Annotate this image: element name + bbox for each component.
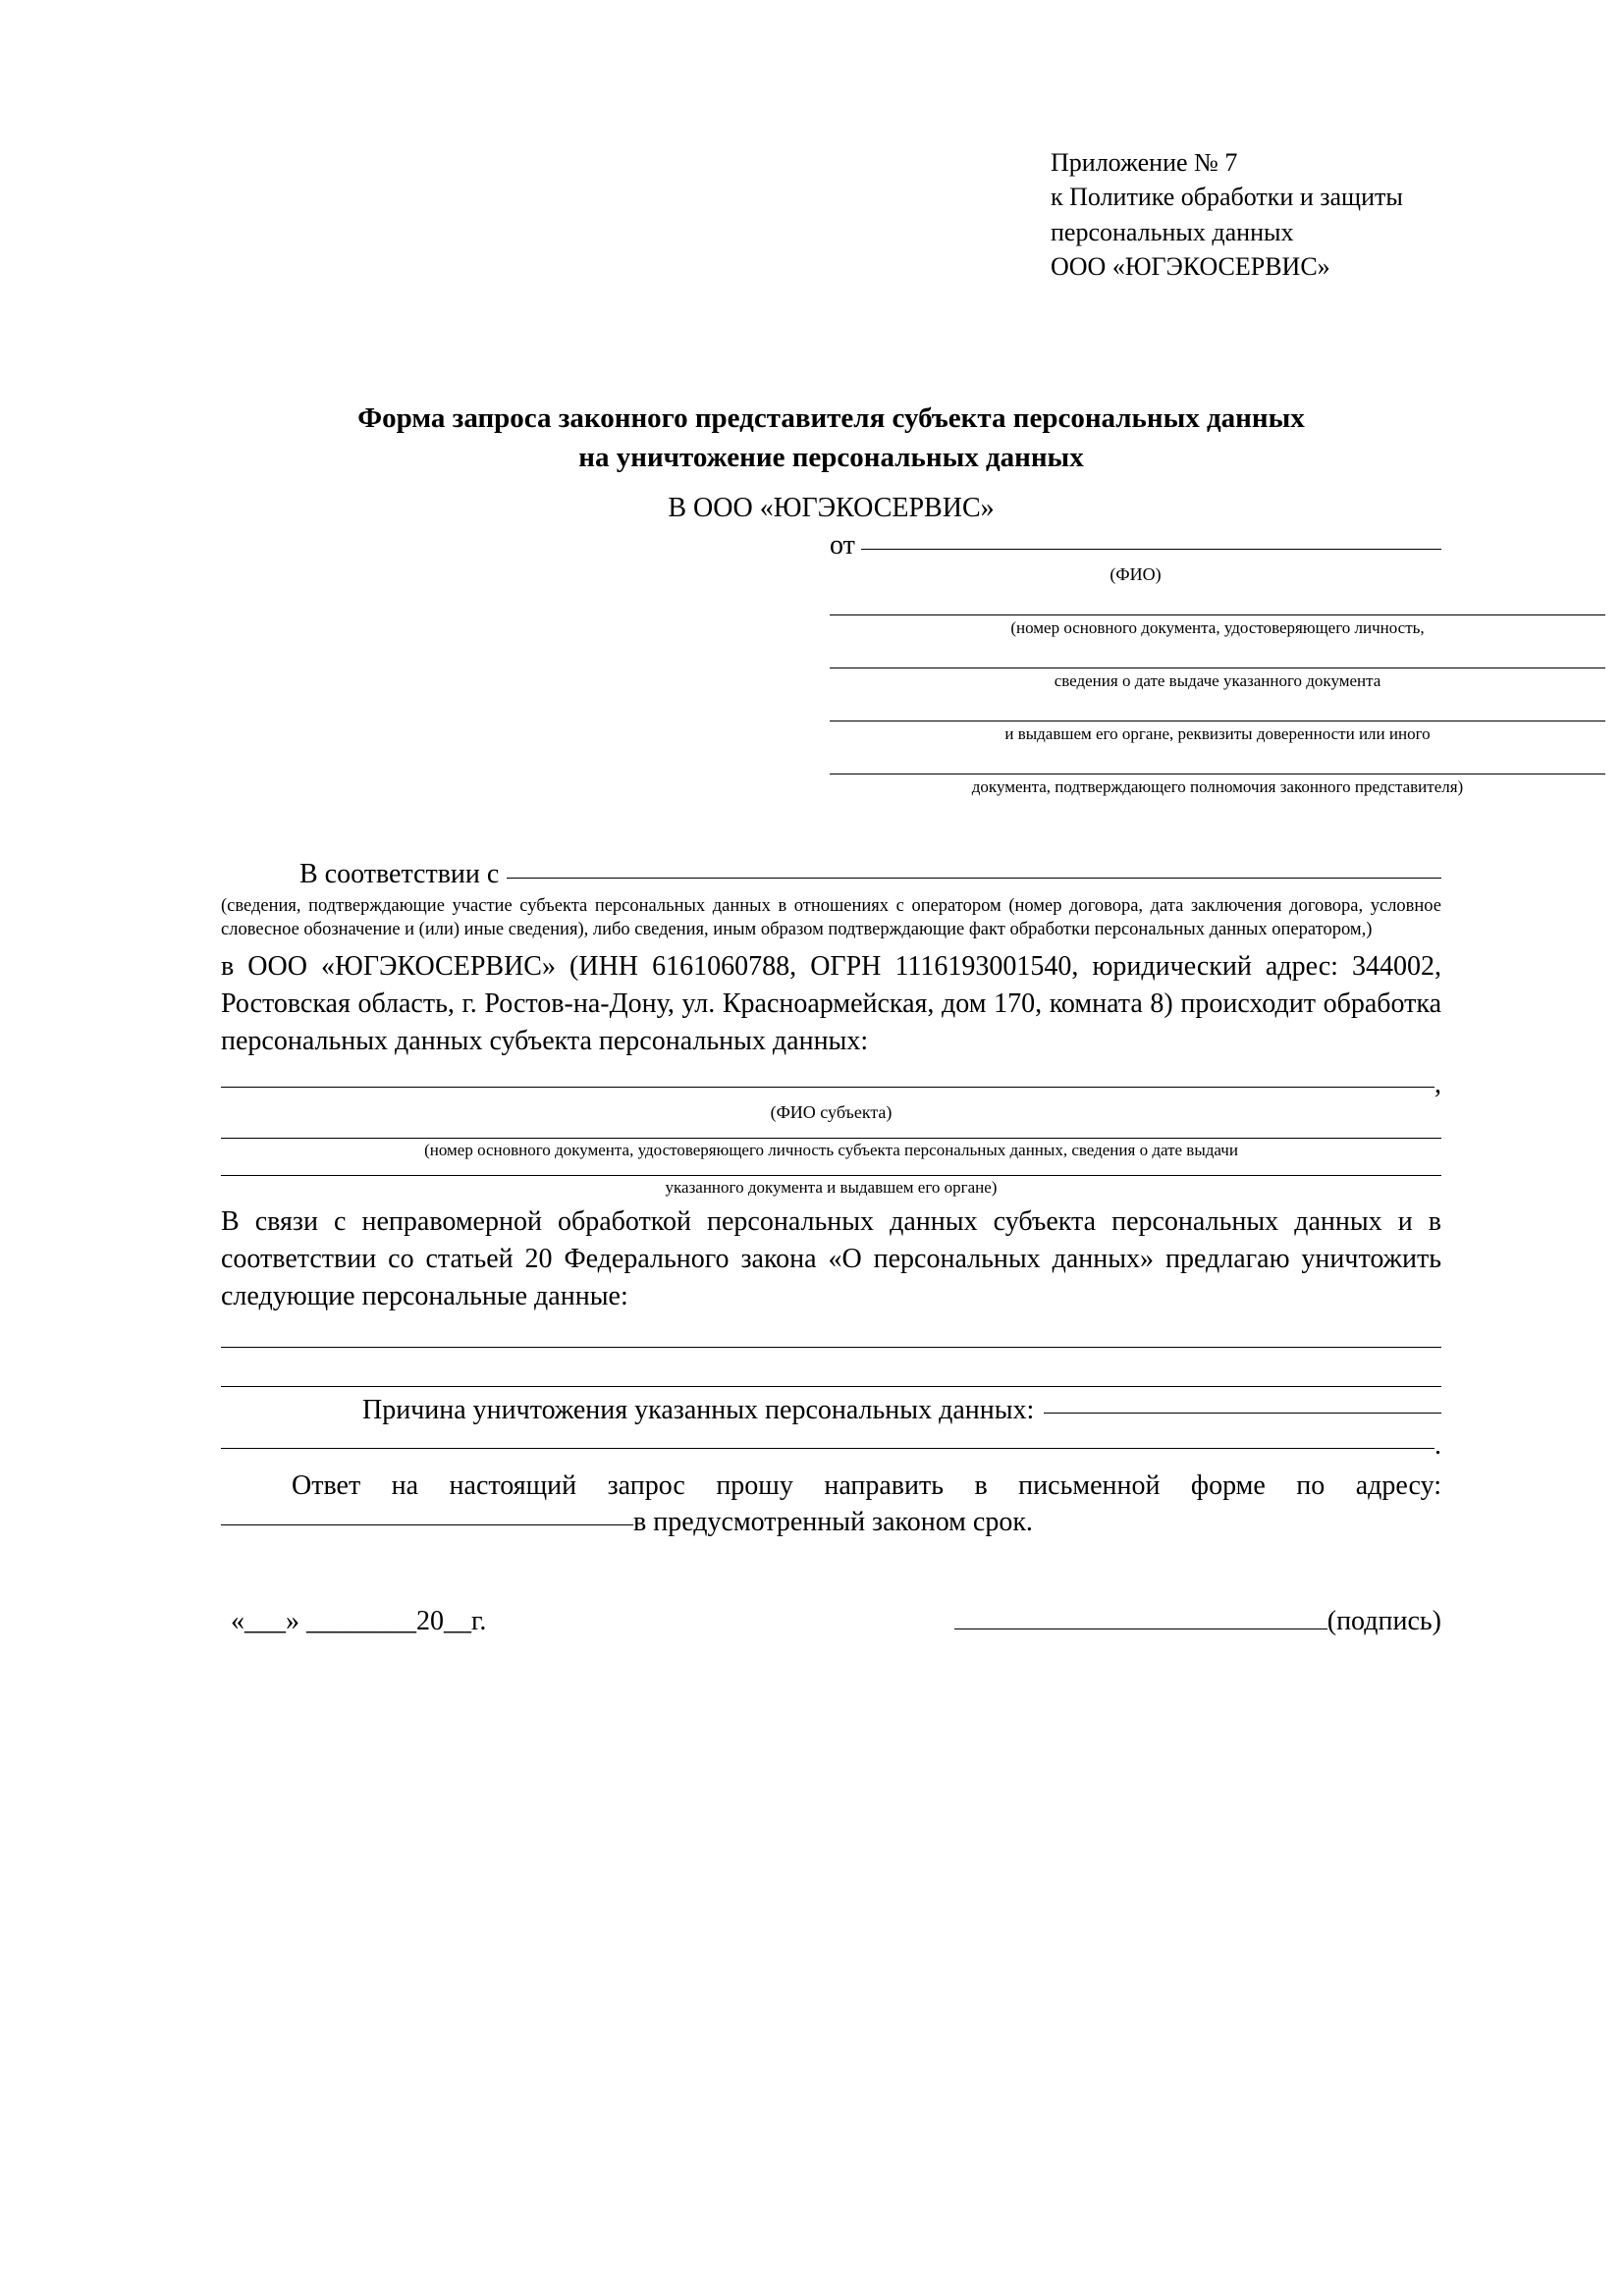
reason-period: . (1435, 1429, 1441, 1461)
answer-address-field[interactable] (221, 1523, 633, 1525)
signature-line[interactable] (954, 1603, 1327, 1629)
reason-field-1[interactable] (1044, 1412, 1441, 1414)
subject-doc-field-2[interactable] (221, 1174, 1441, 1176)
from-label: от (830, 529, 855, 561)
reason-label: Причина уничтожения указанных персональных данных: (362, 1394, 1035, 1425)
subject-doc-caption-1: (номер основного документа, удостоверяющего личность субъекта персональных данных, сведения о дате выдачи (424, 1140, 1238, 1159)
addressee-line: В ООО «ЮГЭКОСЕРВИС» (668, 492, 995, 523)
from-row (221, 530, 1441, 561)
reason-field-2[interactable] (221, 1447, 1435, 1449)
answer-text: Ответ на настоящий запрос прошу направить в письменной форме по адресу: (292, 1469, 1441, 1501)
subject-fio-caption: (ФИО субъекта) (770, 1101, 893, 1122)
in-accordance-label: В соответствии с (299, 858, 500, 889)
data-to-destroy-field-2[interactable] (221, 1385, 1441, 1387)
representative-doc-block (830, 585, 1605, 798)
doc-power-caption: документа, подтверждающего полномочия законного представителя) (971, 777, 1464, 797)
answer-address-row (221, 1507, 1441, 1538)
doc-organ-caption: и выдавшем его органе, реквизиты доверенности или иного (1004, 724, 1431, 744)
appendix-number: Приложение № 7 (1051, 148, 1238, 177)
organization-paragraph: в ООО «ЮГЭКОСЕРВИС» (ИНН 6161060788, ОГРН 1116193001540, юридический адрес: 344002, Ростовская область, г. Ростов-на-Дону, ул. Красноармейская, дом 170, комната 8) происходит обработка персональных данных субъекта персональных данных: (221, 950, 1441, 1057)
appendix-header (1051, 145, 1441, 284)
reason-row-2 (221, 1430, 1441, 1462)
signature-label: (подпись) (1326, 1606, 1441, 1637)
date-field[interactable]: «___» ________20__г. (231, 1606, 487, 1637)
answer-paragraph (221, 1468, 1441, 1505)
appendix-organization: ООО «ЮГЭКОСЕРВИС» (1051, 252, 1330, 282)
signature-row (221, 1603, 1441, 1637)
doc-date-field[interactable] (830, 638, 1605, 668)
answer-address-tail: в предусмотренный законом срок. (633, 1507, 1033, 1538)
doc-power-field[interactable] (830, 744, 1605, 774)
subject-fio-comma: , (1435, 1068, 1441, 1099)
in-accordance-row (221, 859, 1441, 890)
doc-organ-field[interactable] (830, 691, 1605, 721)
in-accordance-fineprint: (сведения, подтверждающие участие субъекта персональных данных в отношениях с оператором (номер договора, дата заключения договора, условное словесное обозначение и (или) иные сведения), либо сведения, иным образом подтверждающие факт обработки персональных данных оператором,) (221, 895, 1441, 940)
appendix-policy-line-2: персональных данных (1051, 217, 1294, 246)
doc-number-field[interactable] (830, 585, 1605, 615)
request-paragraph: В связи с неправомерной обработкой персональных данных субъекта персональных данных и в соответствии со статьей 20 Федерального закона «О персональных данных» предлагаю уничтожить следующие персональные данные: (221, 1205, 1441, 1312)
reason-row (221, 1395, 1441, 1426)
fio-caption: (ФИО) (1110, 563, 1162, 584)
subject-fio-row (221, 1069, 1441, 1100)
document-title (221, 400, 1441, 476)
appendix-policy-line-1: к Политике обработки и защиты (1051, 183, 1403, 212)
data-to-destroy-field-1[interactable] (221, 1346, 1441, 1348)
subject-doc-field-1[interactable] (221, 1137, 1441, 1139)
from-fill-field[interactable] (861, 548, 1441, 550)
doc-number-caption: (номер основного документа, удостоверяющего личность, (1010, 617, 1425, 637)
signature-field[interactable] (692, 1603, 1441, 1637)
document-title-line-1: Форма запроса законного представителя субъекта персональных данных (357, 402, 1305, 435)
subject-doc-caption-2: указанного документа и выдавшем его органе) (665, 1177, 998, 1197)
doc-date-caption: сведения о дате выдаче указанного документа (1054, 670, 1381, 690)
in-accordance-field[interactable] (507, 877, 1441, 879)
document-title-line-2: на уничтожение персональных данных (578, 441, 1084, 473)
subject-fio-field[interactable] (221, 1086, 1435, 1088)
